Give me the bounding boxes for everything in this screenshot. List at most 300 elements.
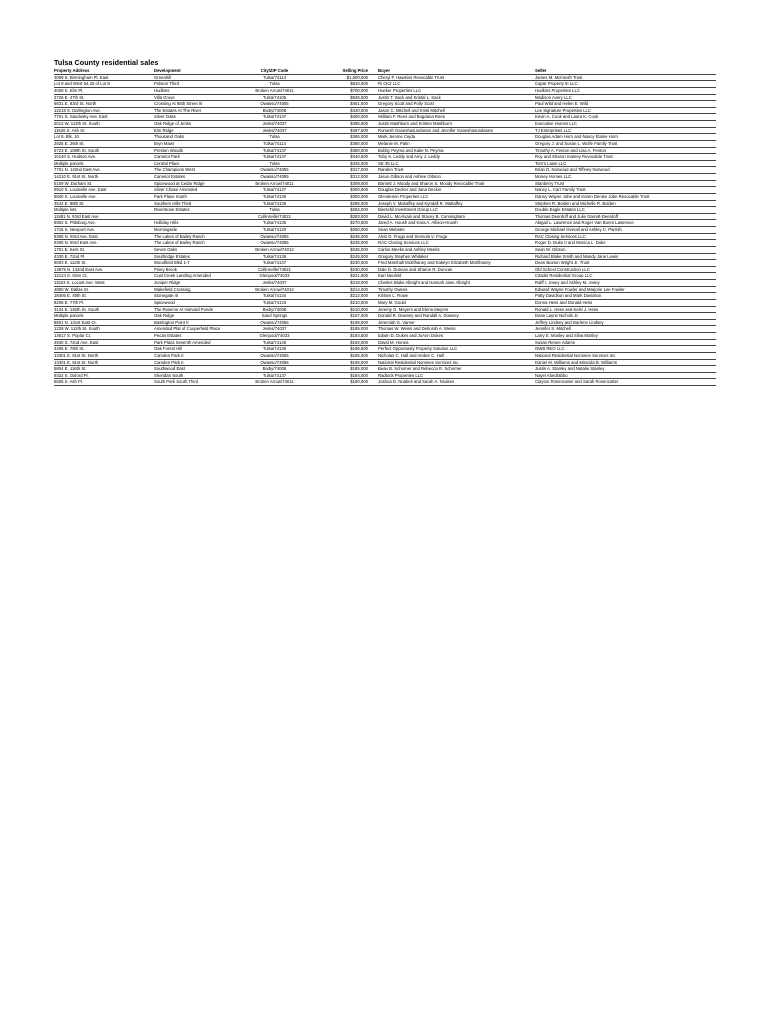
column-header-buyer: Buyer (378, 68, 535, 74)
cell-development: The Reserve At Harvard Ponds (154, 306, 233, 313)
cell-price: $230,000 (316, 260, 368, 267)
cell-city: Jenks/74037 (233, 326, 316, 333)
cell-development: Camden Park II (154, 359, 233, 366)
cell-price: $245,000 (316, 253, 368, 260)
cell-seller: Lee Signature Properties LLC (535, 107, 716, 114)
cell-buyer: Edwin D. Dukes and JoAnn Dukes (378, 333, 535, 340)
cell-address: 5804 E. 116th St. (54, 366, 154, 373)
report-title: Tulsa County residential sales (54, 58, 159, 67)
cell-buyer: Thomas W. Weiss and Deborah A. Weiss (378, 326, 535, 333)
cell-seller: Dean Buxton Wright Jr. Trust (535, 260, 716, 267)
cell-buyer: Jeremiah G. Varner (378, 319, 535, 326)
cell-seller: Stanberry Trust (535, 180, 716, 187)
table-row (54, 140, 716, 147)
cell-city: Tulsa/74105 (233, 94, 316, 101)
gap (368, 167, 378, 174)
cell-city: Sand Springs (233, 313, 316, 320)
column-header-address: Property Address (54, 68, 154, 74)
cell-buyer: Kristen L. Rowe (378, 293, 535, 300)
cell-development: Elm Ridge (154, 127, 233, 134)
cell-address: 5902 S. Pittsburg Ave. (54, 220, 154, 227)
cell-address: 11881 N. 93rd East Ave. (54, 213, 154, 220)
table-row (54, 306, 716, 313)
cell-development: Bryn Mawr (154, 140, 233, 147)
cell-address: 9305 N. 93rd Ave. East (54, 233, 154, 240)
table-row (54, 114, 716, 121)
gap (368, 260, 378, 267)
cell-seller: Clayton Rosencutter and Sarah Rosencutter (535, 379, 716, 386)
cell-buyer: Joshua D. Noakes and Sarah A. Noakes (378, 379, 535, 386)
cell-seller: Timothy A. Fenton and Lisa A. Fenton (535, 147, 716, 154)
cell-buyer: Carlos Meeks and Ashley Meeks (378, 246, 535, 253)
cell-buyer: Perfect Opportunity Property Solution LLC (378, 346, 535, 353)
cell-address: 2825 E. 26th St. (54, 140, 154, 147)
cell-city: Tulsa/74137 (233, 260, 316, 267)
cell-city: Bixby/74008 (233, 107, 316, 114)
cell-price: $195,000 (316, 319, 368, 326)
cell-price: $360,000 (316, 140, 368, 147)
table-row (54, 107, 716, 114)
cell-seller: Patty Davidson and Mark Davidson (535, 293, 716, 300)
cell-price: $245,000 (316, 233, 368, 240)
cell-address: 4008 S. Elm Pl. (54, 87, 154, 94)
gap (368, 359, 378, 366)
gap (368, 372, 378, 379)
cell-city: Tulsa/74135 (233, 220, 316, 227)
cell-city: Tulsa (233, 81, 316, 88)
cell-price: $317,000 (316, 167, 368, 174)
cell-price: $367,500 (316, 127, 368, 134)
cell-city: Broken Arrow/74011 (233, 87, 316, 94)
cell-seller: Tom's Lawn LLC (535, 160, 716, 167)
cell-city: Glenpool/74033 (233, 333, 316, 340)
cell-buyer: Justin Mashburn and Kristen Mashburn (378, 121, 535, 128)
cell-buyer: Jeremy G. Meyers and Elena Meyers (378, 306, 535, 313)
cell-city: Broken Arrow/74012 (233, 246, 316, 253)
cell-address: 10140 S. Hudson Ave. (54, 154, 154, 161)
cell-city: Glenpool/74033 (233, 273, 316, 280)
cell-price: $245,000 (316, 240, 368, 247)
cell-price: $184,000 (316, 372, 368, 379)
cell-price: $270,500 (316, 220, 368, 227)
table-row (54, 227, 716, 234)
cell-address: 6505 S. Ash Pl. (54, 379, 154, 386)
cell-city: Owasso/74055 (233, 352, 316, 359)
cell-buyer: Jason C. Mitchell and Kristi Mitchell (378, 107, 535, 114)
cell-buyer: Radtock Properties LLC (378, 372, 535, 379)
table-row (54, 94, 716, 101)
cell-buyer: Dale D. Duncan and Sharon R. Duncan (378, 266, 535, 273)
cell-city: Tulsa/74137 (233, 372, 316, 379)
gap (368, 74, 378, 81)
cell-development: Riverstone Estates (154, 207, 233, 214)
cell-buyer: Toby S. Leddy and Amy J. Leddy (378, 154, 535, 161)
cell-buyer: David L. McAlvain and Stacey B. Cunningham (378, 213, 535, 220)
gap (368, 147, 378, 154)
gap (368, 213, 378, 220)
gap (368, 293, 378, 300)
cell-seller: RAC Closing Services LLC (535, 233, 716, 240)
table-row (54, 313, 716, 320)
cell-city: Tulsa/74136 (233, 346, 316, 353)
cell-seller: James M. McIntosh Trust (535, 74, 716, 81)
cell-address: 1229 W. 112th St. South (54, 326, 154, 333)
table-row (54, 134, 716, 141)
cell-address: Lot 8, Blk. 10 (54, 134, 154, 141)
cell-price: $230,000 (316, 266, 368, 273)
cell-development: The Estates At The River (154, 107, 233, 114)
gap (368, 326, 378, 333)
cell-buyer: Fred Marshall McElhaney and Katelyn Elizabeth McElhaney (378, 260, 535, 267)
cell-seller: Danny Wayne Jobe and Karen Denise Jobe Revocable Trust (535, 193, 716, 200)
cell-development: Camelot Estates (154, 174, 233, 181)
cell-address: 13617 S. Poplar Ct. (54, 333, 154, 340)
table-row (54, 260, 716, 267)
cell-seller: Nancy L. Carr Family Trust (535, 187, 716, 194)
cell-price: $451,000 (316, 101, 368, 108)
cell-development: Stonegate III (154, 293, 233, 300)
cell-price: $400,000 (316, 114, 368, 121)
cell-city: Tulsa/74145 (233, 339, 316, 346)
cell-price: $283,000 (316, 213, 368, 220)
gap (368, 339, 378, 346)
cell-development (154, 213, 233, 220)
cell-development: Camelot Park (154, 154, 233, 161)
cell-city: Tulsa/74114 (233, 74, 316, 81)
gap (368, 266, 378, 273)
cell-address: 13875 N. 132nd East Ave. (54, 266, 154, 273)
cell-seller: Madison Avery LLC (535, 94, 716, 101)
table-row (54, 352, 716, 359)
cell-city: Owasso/74055 (233, 359, 316, 366)
cell-buyer: Mark Jerome Cejda (378, 134, 535, 141)
cell-address: 13301 E. 91st St. North (54, 352, 154, 359)
cell-buyer: Hueker Properties LLC (378, 87, 535, 94)
cell-price: $185,000 (316, 359, 368, 366)
cell-city: Tulsa/74137 (233, 147, 316, 154)
cell-development: Woodfield Blkd 1-7 (154, 260, 233, 267)
cell-seller: Kevin A. Cook and Laura K. Cook (535, 114, 716, 121)
cell-development: Oak Ridge (154, 313, 233, 320)
cell-city: Owasso/74055 (233, 233, 316, 240)
table-row (54, 87, 716, 94)
cell-buyer: RAC Closing Services LLC (378, 240, 535, 247)
cell-price: $218,000 (316, 280, 368, 287)
gap (368, 240, 378, 247)
cell-address: 2726 E. 47th St. (54, 94, 154, 101)
cell-price: $197,000 (316, 313, 368, 320)
gap (368, 253, 378, 260)
cell-development: Park Place South (154, 193, 233, 200)
cell-development: The Lakes of Bailey Ranch (154, 233, 233, 240)
cell-price: $212,000 (316, 293, 368, 300)
cell-development: Preston Woods (154, 147, 233, 154)
cell-address: 4405 E. 79th St. (54, 346, 154, 353)
cell-city: Tulsa/74133 (233, 299, 316, 306)
table-row (54, 339, 716, 346)
gap (368, 346, 378, 353)
cell-seller: Stephen R. Bolden and Michelle R. Bolden (535, 200, 716, 207)
cell-price: $325,000 (316, 160, 368, 167)
cell-price: $245,000 (316, 246, 368, 253)
cell-seller: Susan Renee Adams (535, 339, 716, 346)
table-row (54, 180, 716, 187)
cell-seller: Nayel Abedrabbo (535, 372, 716, 379)
cell-development: Polston Third (154, 81, 233, 88)
gap (368, 220, 378, 227)
cell-city: Tulsa (233, 160, 316, 167)
cell-city: Jenks/74037 (233, 127, 316, 134)
cell-buyer: Glendenen Properties LLC (378, 193, 535, 200)
cell-buyer: Charles Blake Albright and Hannah Jane Albright (378, 280, 535, 287)
cell-seller: Executive Homes LLC (535, 121, 716, 128)
cell-seller: Dean Layne Nichols Jr. (535, 313, 716, 320)
cell-development: Hudkins (154, 87, 233, 94)
column-header-seller: Seller (535, 68, 716, 74)
gap (368, 101, 378, 108)
cell-seller: Justin A. Stanley and Natalie Stanley (535, 366, 716, 373)
cell-development: Sheridan South (154, 372, 233, 379)
gap (368, 174, 378, 181)
table-row (54, 333, 716, 340)
table-row (54, 174, 716, 181)
cell-address: 12216 S. Darlington Ave. (54, 107, 154, 114)
cell-price: $186,500 (316, 346, 368, 353)
table-row (54, 266, 716, 273)
cell-buyer: William F. Rees and Bogdana Rees (378, 114, 535, 121)
cell-seller: Double Eagle Estates LLC (535, 207, 716, 214)
cell-seller: Douglas Adam Horn and Nancy Elaine Horn (535, 134, 716, 141)
gap (368, 352, 378, 359)
cell-address: Multiple parcels (54, 160, 154, 167)
table-row (54, 74, 716, 81)
table-row (54, 200, 716, 207)
cell-city: Broken Arrow/74012 (233, 286, 316, 293)
cell-development: Villa Grove (154, 94, 233, 101)
cell-buyer: SE 35 LLC (378, 160, 535, 167)
table-row (54, 346, 716, 353)
cell-address: 3009 S. Birmingham Pl. East (54, 74, 154, 81)
cell-development: Southridge Estates (154, 253, 233, 260)
cell-address: 4330 E. 72nd Pl. (54, 253, 154, 260)
table-row (54, 233, 716, 240)
table-row (54, 326, 716, 333)
cell-development: Morningside (154, 227, 233, 234)
cell-city: Collinsville/74021 (233, 266, 316, 273)
gap (368, 379, 378, 386)
cell-city: Bixby/74008 (233, 306, 316, 313)
cell-price: $193,500 (316, 333, 368, 340)
cell-city: Tulsa/74137 (233, 187, 316, 194)
cell-development: Piney Brook (154, 266, 233, 273)
cell-address: 4940 S. 72nd Ave. East (54, 339, 154, 346)
cell-city: Tulsa/74134 (233, 293, 316, 300)
cell-development: Greenhill (154, 74, 233, 81)
cell-development: South Park South Third (154, 379, 233, 386)
cell-buyer: Donald R. Downey and Randall A. Downey (378, 313, 535, 320)
cell-address: 12124 S. Glen Ct. (54, 273, 154, 280)
gap (368, 313, 378, 320)
gap (368, 140, 378, 147)
table-row (54, 154, 716, 161)
cell-price: $284,000 (316, 207, 368, 214)
cell-price: $180,000 (316, 379, 368, 386)
cell-seller: Ronald L. Hess and Kelsi J. Hess (535, 306, 716, 313)
cell-development: Amended Plat of Cooperfield Place (154, 326, 233, 333)
gap (368, 319, 378, 326)
cell-development: Silver Chase Amended (154, 187, 233, 194)
gap (368, 154, 378, 161)
cell-address: 8206 E. 77th Pl. (54, 299, 154, 306)
cell-address: 5109 W. Durham St. (54, 180, 154, 187)
table-row (54, 372, 716, 379)
cell-city: Tulsa/74136 (233, 253, 316, 260)
cell-city: Tulsa/74120 (233, 227, 316, 234)
gap (368, 114, 378, 121)
table-body (54, 74, 716, 385)
cell-development: Central Place (154, 160, 233, 167)
table-row (54, 299, 716, 306)
cell-development: Camden Park II (154, 352, 233, 359)
cell-seller: Hudkins Properties LLC (535, 87, 716, 94)
cell-seller: OWB REO LLC (535, 346, 716, 353)
cell-address: 7701 S. Sandusky Ave. East (54, 114, 154, 121)
cell-price: $300,000 (316, 193, 368, 200)
cell-price: $810,000 (316, 81, 368, 88)
cell-city: Tulsa/74135 (233, 193, 316, 200)
cell-price: $526,500 (316, 94, 368, 101)
cell-seller: Paul Wild and Helen E. Wild (535, 101, 716, 108)
cell-seller: Donna Hess and Donald Hess (535, 299, 716, 306)
cell-address: 6003 E. 112th St. (54, 260, 154, 267)
cell-address: 1701 E. Kent St. (54, 246, 154, 253)
cell-city: Tulsa/74137 (233, 154, 316, 161)
gap (368, 200, 378, 207)
table-row (54, 240, 716, 247)
table-row (54, 121, 716, 128)
table-row (54, 127, 716, 134)
cell-address: 2012 W. 113th St. South (54, 121, 154, 128)
cell-buyer: Nicholas C. Hall and Amber C. Hall (378, 352, 535, 359)
cell-city: Jenks/74037 (233, 280, 316, 287)
column-header-city: City/ZIP Code (233, 68, 316, 74)
cell-buyer: Alvin D. Fruga and Sennola V. Fruga (378, 233, 535, 240)
cell-seller: Larry E. Mosley and Silva Mosley (535, 333, 716, 340)
cell-address: 5723 E. 109th St. South (54, 147, 154, 154)
table-row (54, 379, 716, 386)
cell-buyer: Beau B. Schorner and Rebecca R. Schorner (378, 366, 535, 373)
cell-buyer: Sean Webster (378, 227, 535, 234)
cell-price: $210,000 (316, 306, 368, 313)
cell-address: Multiple parcels (54, 313, 154, 320)
cell-seller: Thomas Deerdoff and Julie Garrett-Deerdoff (535, 213, 716, 220)
table-row (54, 147, 716, 154)
table-row (54, 220, 716, 227)
cell-city: Owasso/74055 (233, 101, 316, 108)
cell-city: Owasso/74055 (233, 319, 316, 326)
cell-price: $300,000 (316, 187, 368, 194)
cell-city: Tulsa/74137 (233, 114, 316, 121)
cell-price: $195,000 (316, 326, 368, 333)
cell-address: 11526 S. Ash St. (54, 127, 154, 134)
cell-buyer: National Residential Nominee Services Inc. (378, 359, 535, 366)
cell-price: $185,000 (316, 352, 368, 359)
cell-buyer: Jared A. Housh and Kara A. Allison-Housh (378, 220, 535, 227)
table-row (54, 101, 716, 108)
cell-buyer: Bierschil Investment Group LLC (378, 207, 535, 214)
cell-price: $395,500 (316, 121, 368, 128)
cell-development: Oak Forest Hill (154, 346, 233, 353)
cell-city: Bixby/74008 (233, 366, 316, 373)
cell-development: The Lakes of Bailey Ranch (154, 240, 233, 247)
cell-buyer: Timothy Owens (378, 286, 535, 293)
cell-seller: Edward Wayne Fowler and Marjorie Lee Fowler (535, 286, 716, 293)
cell-seller: Capar Property III LLC (535, 81, 716, 88)
cell-seller: Jennifer S. Mitchell (535, 326, 716, 333)
cell-seller: Roger D. Duke II and Monica L. Duke (535, 240, 716, 247)
table-row (54, 253, 716, 260)
gap (368, 94, 378, 101)
cell-address: 3134 E. 146th St. South (54, 306, 154, 313)
cell-address: 7701 N. 142nd East Ave. (54, 167, 154, 174)
gap (368, 180, 378, 187)
cell-seller: Money Homes LLC (535, 174, 716, 181)
cell-city: Jenks/74037 (233, 121, 316, 128)
gap (368, 299, 378, 306)
cell-development: Pecan Estates (154, 333, 233, 340)
cell-development: Southwood East (154, 366, 233, 373)
cell-development: Coal Creek Landing Amended (154, 273, 233, 280)
cell-seller: Daniel M. Williams and Miranda B. Williams (535, 359, 716, 366)
cell-buyer: Romesh Ganeshasundaram and Jennifer Ganeshasundaram (378, 127, 535, 134)
cell-city: Tulsa (233, 134, 316, 141)
cell-buyer: Mary M. Gould (378, 299, 535, 306)
cell-seller: Gregory J. and Susan L. Wolfe Family Trust (535, 140, 716, 147)
cell-address: 3542 E. 88th St. (54, 200, 154, 207)
cell-buyer: Kari Neufeld (378, 273, 535, 280)
cell-seller: Citadel Residential Group LLC (535, 273, 716, 280)
cell-buyer: Jason Gibson and Ashlee Gibson (378, 174, 535, 181)
cell-seller: TJ Enterprises LLC (535, 127, 716, 134)
cell-seller: George Michael Overall and Ashley C. Parrish (535, 227, 716, 234)
gap (368, 273, 378, 280)
cell-address: 14210 E. 91st St. North (54, 174, 154, 181)
cell-address: 8601 N. 131st East Ct. (54, 319, 154, 326)
cell-development: Oak Ridge of Jenks (154, 121, 233, 128)
gap (368, 127, 378, 134)
column-header-price: Selling Price (316, 68, 368, 74)
gap (368, 246, 378, 253)
cell-development: Crossing At 86th Street III (154, 101, 233, 108)
cell-buyer: Melanie M. Patin (378, 140, 535, 147)
table-row (54, 207, 716, 214)
cell-price: $420,000 (316, 107, 368, 114)
cell-price: $360,000 (316, 147, 368, 154)
cell-price: $309,000 (316, 180, 368, 187)
cell-address: 11523 S. Locust Ave. West (54, 280, 154, 287)
gap (368, 81, 378, 88)
cell-address: 13301 E. 91st St. North (54, 359, 154, 366)
table-row (54, 273, 716, 280)
gap (368, 160, 378, 167)
gap (368, 306, 378, 313)
cell-seller: Richard Blake Smith and Mandy Jane Lewis (535, 253, 716, 260)
cell-development: Holliday Hills (154, 220, 233, 227)
table-row (54, 167, 716, 174)
cell-seller: Jeffrey Lindsey and Darlene Lindsey (535, 319, 716, 326)
cell-city: Tulsa/74114 (233, 140, 316, 147)
cell-price: $192,000 (316, 339, 368, 346)
